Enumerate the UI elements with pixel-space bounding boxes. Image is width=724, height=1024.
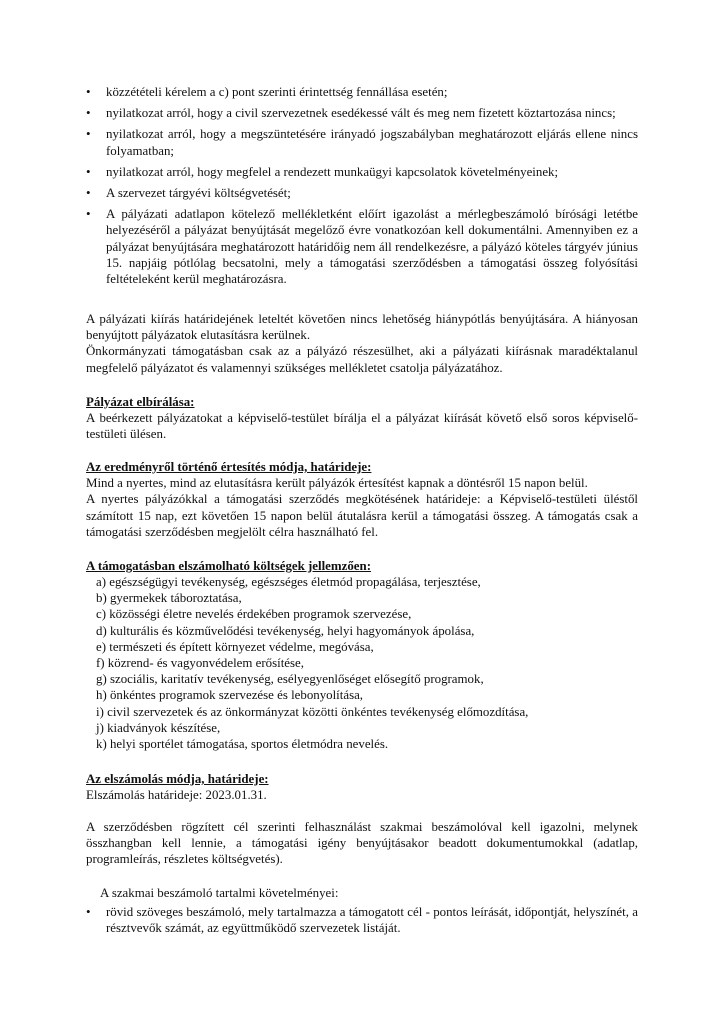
list-item: • A szervezet tárgyévi költségvetését; — [86, 185, 638, 201]
list-item: h) önkéntes programok szervezése és lebonyolítása, — [96, 688, 364, 703]
requirements-bullet-list — [86, 84, 638, 292]
list-item: • rövid szöveges beszámoló, mely tartalmazza a támogatott cél - pontos leírását, időpontját, helyszínét, a résztvevők számát, az együttműködő szervezetek listáját. — [86, 904, 638, 936]
settlement-paragraph — [86, 819, 638, 868]
paragraph: A beérkezett pályázatokat a képviselő-testület bírálja el a pályázat kiírását követő első soros képviselő-testületi ülésen. — [86, 411, 638, 442]
list-item: i) civil szervezetek és az önkormányzat közötti önkéntes tevékenység előmozdítása, — [96, 704, 529, 719]
list-item: a) egészségügyi tevékenység, egészséges életmód propagálása, terjesztése, — [96, 575, 481, 589]
costs-list — [96, 574, 528, 752]
paragraph: A nyertes pályázókkal a támogatási szerződés megkötésének határideje: a Képviselő-testületi üléstől számított 15 nap, ezt követően 15 napon belül átutalásra kerül a támogatási összeg. A támogatás csak a támogatási szerződésben megjelölt célra használható fel. — [86, 492, 638, 539]
list-item: • nyilatkozat arról, hogy a megszüntetésére irányadó jogszabályban meghatározott eljárás ellene nincs folyamatban; — [86, 126, 638, 158]
section-heading: Az elszámolás módja, határideje: — [86, 772, 269, 786]
list-item: • nyilatkozat arról, hogy megfelel a rendezett munkaügyi kapcsolatok követelményeinek; — [86, 164, 638, 180]
section-heading: Az eredményről történő értesítés módja, határideje: — [86, 460, 372, 474]
section-heading: Pályázat elbírálása: — [86, 395, 195, 409]
list-item: e) természeti és épített környezet védelme, megóvása, — [96, 639, 374, 654]
list-item: c) közösségi életre nevelés érdekében programok szervezése, — [96, 607, 412, 622]
list-item: • nyilatkozat arról, hogy a civil szervezetnek esedékessé vált és meg nem fizetett köztartozása nincs; — [86, 105, 638, 121]
report-bullet-list — [86, 904, 638, 936]
deadline-notice — [86, 311, 638, 376]
list-item: k) helyi sportélet támogatása, sportos életmódra nevelés. — [96, 737, 389, 752]
list-item: d) kulturális és közművelődési tevékenység, helyi hagyományok ápolása, — [96, 623, 475, 638]
list-item: • A pályázati adatlapon kötelező mellékletként előírt igazolást a mérlegbeszámoló bírósági letétbe helyezéséről a pályázat benyújtását megelőző évre vonatkozóan kell dokumentálni. Amennyiben ez a pályázat benyújtására meghatározott határidőig nem áll rendelkezésre, a pályázó köteles tárgyév június 15. napjáig pótlólag becsatolni, mely a támogatási szerződésben a támogatási összeg folyósítási feltételeként kerül meghatározásra. — [86, 206, 638, 287]
list-item: b) gyermekek táboroztatása, — [96, 591, 242, 606]
section-heading: A támogatásban elszámolható költségek jellemzően: — [86, 559, 371, 573]
paragraph: Önkormányzati támogatásban csak az a pályázó részesülhet, aki a pályázati kiírásnak maradéktalanul megfelelő pályázatot és valamennyi szükséges mellékletet csatolja pályázatához. — [86, 344, 638, 375]
settlement-section — [86, 771, 638, 803]
report-requirements-title: A szakmai beszámoló tartalmi követelményei: — [100, 886, 339, 900]
notification-section — [86, 459, 638, 540]
evaluation-section — [86, 394, 638, 443]
list-item: f) közrend- és vagyonvédelem erősítése, — [96, 656, 304, 671]
paragraph: A szerződésben rögzített cél szerinti felhasználást szakmai beszámolóval kell igazolni, melynek összhangban kell lennie, a támogatási igény benyújtásakor beadott dokumentumokkal (adatlap, programleírás, részletes költségvetés). — [86, 820, 638, 867]
paragraph: A pályázati kiírás határidejének leteltét követően nincs lehetőség hiánypótlás benyújtására. A hiányosan benyújtott pályázatok elutasításra kerülnek. — [86, 312, 638, 343]
list-item: • közzétételi kérelem a c) pont szerinti érintettség fennállása esetén; — [86, 84, 638, 100]
paragraph: Mind a nyertes, mind az elutasításra került pályázók értesítést kapnak a döntésről 15 napon belül. — [86, 476, 588, 491]
costs-section — [86, 558, 638, 574]
list-item: g) szociális, karitatív tevékenység, esélyegyenlőséget elősegítő programok, — [96, 672, 484, 687]
settlement-deadline: Elszámolás határideje: 2023.01.31. — [86, 788, 267, 803]
list-item: j) kiadványok készítése, — [96, 720, 221, 735]
